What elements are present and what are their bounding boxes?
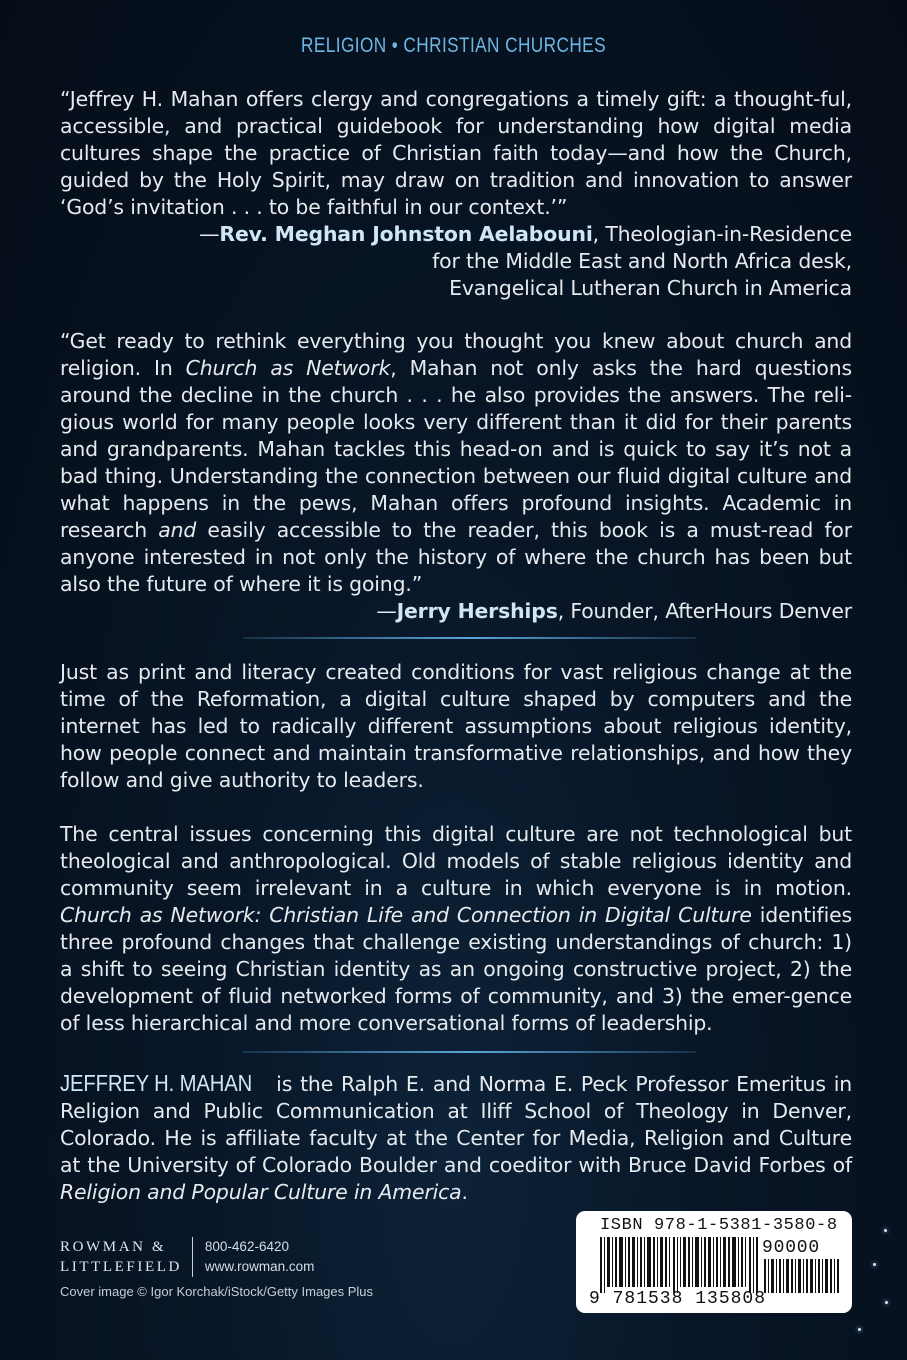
endorsement-1-title-line1: , Theologian-in-Residence <box>592 222 852 246</box>
publisher-block <box>60 1237 314 1277</box>
price-code-text: 90000 <box>762 1238 821 1258</box>
endorsement-1-quote: “Jeffrey H. Mahan offers clergy and congregations a timely gift: a thought-ful, accessible, and practical guidebook for understanding how digital media cultures shape the practice of Christian faith today—and how the Church, guided by the Holy Spirit, may draw on tradition and innovation to answer ‘God’s invitation . . . to be faithful in our context.’” <box>60 87 852 219</box>
endorsement-2-name: Jerry Herships <box>396 599 558 623</box>
endorsement-1-title-line3: Evangelical Lutheran Church in America <box>449 276 852 300</box>
category-label: RELIGION • CHRISTIAN CHURCHES <box>301 34 606 57</box>
book-title-italic: Church as Network <box>185 356 391 380</box>
description-paragraph-1: Just as print and literacy created conditions for vast religious change at the time of the Reformation, a digital culture shaped by computers and the internet has led to radically different assumptions about religious identity, how people connect and maintain transformative relationships, and how they follow and give authority to leaders. <box>60 660 852 792</box>
endorsement-2-attribution <box>60 598 852 625</box>
book-full-title-italic: Church as Network: Christian Life and Connection in Digital Culture <box>60 903 752 927</box>
publisher-logo <box>60 1237 193 1277</box>
endorsement-2 <box>60 328 852 625</box>
author-name: JEFFREY H. MAHAN <box>60 1070 253 1096</box>
star-decoration <box>858 1328 861 1331</box>
description-paragraph-2 <box>60 821 852 1037</box>
endorsement-2-quote-text: , Mahan not only asks the hard questions around the decline in the church . . . he also provides the answers. The reli-gious world for many people looks very different than it did for their parents and grandparents. Mahan tackles this head-on and is quick to say it’s not a bad thing. Understanding the connection between our fluid digital culture and what happens in the pews, Mahan offers profound insights. Academic in research <box>60 356 852 542</box>
endorsement-2-quote-text: “Get ready to rethink everything you thought you knew about church and religion. In <box>60 329 852 380</box>
endorsement-2-quote <box>60 328 852 598</box>
star-decoration <box>885 1301 888 1304</box>
description-text: The central issues concerning this digital culture are not technological but theological and anthropological. Old models of stable religious identity and community seem irrelevant in a culture in which everyone is in motion. <box>60 822 852 900</box>
author-bio-text: . <box>461 1180 468 1204</box>
price-barcode-icon <box>764 1259 840 1293</box>
description-text: identifies three profound changes that challenge existing understandings of church: 1) a shift to seeing Christian identity as an ongoing constructive project, 2) the development of fluid networked forms of community, and 3) the emer-gence of less hierarchical and more conversational forms of leadership. <box>60 903 852 1035</box>
isbn-text: ISBN 978-1-5381-3580-8 <box>600 1216 838 1235</box>
divider-1 <box>243 637 696 639</box>
endorsement-1-attribution <box>60 221 852 302</box>
publisher-logo-line2: LITTLEFIELD <box>60 1259 182 1275</box>
isbn-barcode-icon <box>600 1237 758 1293</box>
star-decoration <box>873 1263 876 1266</box>
endorsement-2-dash: — <box>376 599 397 623</box>
endorsement-2-quote-text: easily accessible to the reader, this book is a must-read for anyone interested in not only the history of where the church has been but also the future of where it is going.” <box>60 518 852 596</box>
divider-2 <box>243 1051 696 1053</box>
cover-credit: Cover image © Igor Korchak/iStock/Getty Images Plus <box>60 1284 374 1299</box>
emphasis-italic: and <box>158 518 197 542</box>
publisher-website: www.rowman.com <box>204 1259 315 1274</box>
endorsement-1-title-line2: for the Middle East and North Africa desk, <box>432 249 852 273</box>
endorsement-1-dash: — <box>199 222 220 246</box>
endorsement-1-name: Rev. Meghan Johnston Aelabouni <box>219 222 593 246</box>
publisher-logo-line1: ROWMAN & <box>60 1239 167 1255</box>
publisher-phone: 800-462-6420 <box>204 1239 289 1254</box>
author-bio <box>60 1070 852 1206</box>
publisher-contact <box>193 1237 315 1277</box>
star-decoration <box>884 1229 887 1232</box>
endorsement-1 <box>60 86 852 302</box>
barcode-panel <box>576 1211 852 1313</box>
author-bio-text: is the Ralph E. and Norma E. Peck Professor Emeritus in Religion and Public Communication at Iliff School of Theology in Denver, Colorado. He is affiliate faculty at the Center for Media, Religion and Culture at the University of Colorado Boulder and coeditor with Bruce David Forbes of <box>60 1072 852 1177</box>
barcode-digits: 9 781538 135808 <box>589 1289 767 1309</box>
endorsement-2-title: , Founder, AfterHours Denver <box>557 599 852 623</box>
coedited-book-title: Religion and Popular Culture in America <box>60 1180 462 1204</box>
